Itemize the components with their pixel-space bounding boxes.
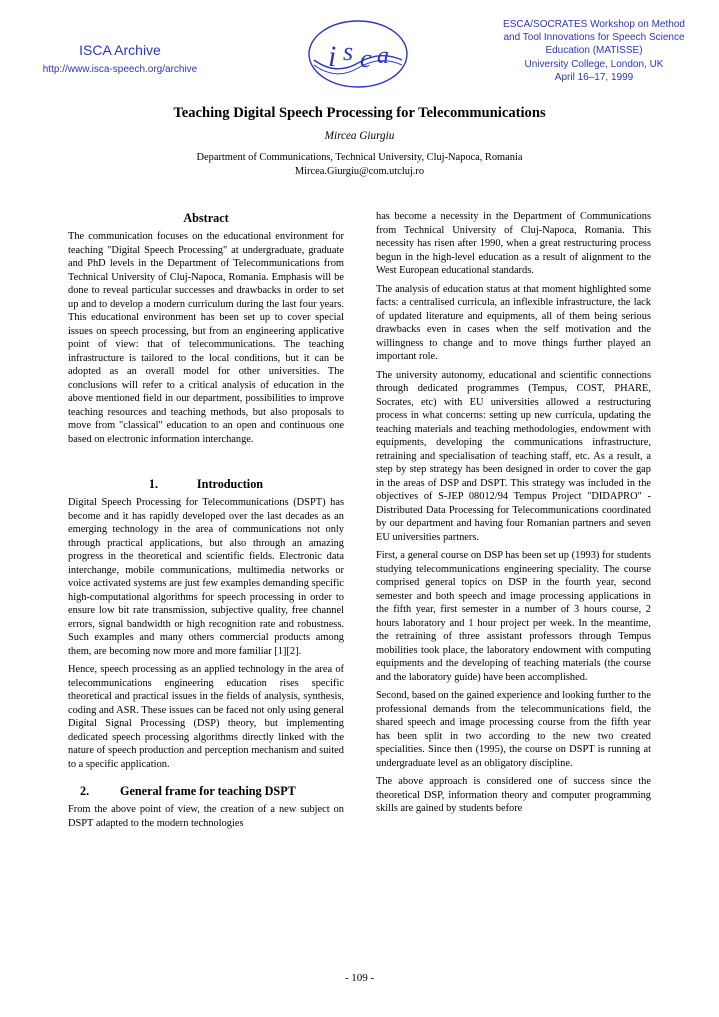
workshop-line: Education (MATISSE) (545, 45, 643, 57)
archive-header (20, 42, 220, 76)
workshop-line: April 16–17, 1999 (554, 71, 634, 83)
section2-paragraph: From the above point of view, the creation of a new subject on DSPT adapted to the modern technologies (68, 804, 344, 829)
section1-number: 1. (148, 477, 159, 491)
logo-letter-c: c (360, 44, 372, 73)
section2-paragraph: The university autonomy, educational and scientific connections through dedicated programmes (Tempus, COST, PHARE, Socrates, etc) with EU universities allowed a restructuring process in what concerns: setting up new curricula, updating the teaching materials and teaching methodologies, endowment with equipments, developing the communications infrastructure, retraining and specialisation of teaching staff, etc. As a result, a step by step strategy has been designed in order to cover the gap in the areas of DSP and DSPT. This strategy was included in the objectives of S-JEP 08012/94 Tempus Project "DIDAPRO" - Distributed Data Processing for Telecommunications coordinated by our department and having four Romanian partners and seven EU universities partners. (376, 369, 651, 543)
paper-author: Mircea Giurgiu (324, 130, 395, 142)
workshop-line: and Tool Innovations for Speech Science (503, 32, 685, 44)
archive-title: ISCA Archive (79, 42, 161, 58)
section2-title: General frame for teaching DSPT (120, 784, 296, 798)
section2-paragraph: has become a necessity in the Department of Communications from Technical University of Cluj-Napoca, Romania. This necessity has risen after 1990, when a great restructuring process begun in the high-level education as a result of alignment to the West European educational standards. (376, 211, 651, 276)
section2-number: 2. (80, 784, 90, 798)
abstract-heading: Abstract (183, 211, 229, 225)
section1-paragraph: Digital Speech Processing for Telecommunications (DSPT) has become and it has rapidly developed over the last decades as an emerging technology in the area of communications not only through practical applications, but also through an amazing progress in the theoretical and scientific fields. Electronic data interchange, mobile communications, multimedia networks or voice activated systems are just few examples demanding specific high-computational algorithms for speech processing in order to ensure low bit rate transmission, subjective quality, free channel errors, signal bandwidth or high recognition rate and robustness. Such examples and many others commercial products among them, are becoming now more and more familiar [1][2]. (68, 497, 344, 657)
paper-affiliation: Department of Communications, Technical University, Cluj-Napoca, Romania (196, 152, 523, 163)
logo-letter-s: s (343, 37, 354, 66)
right-column (376, 210, 651, 821)
workshop-info (498, 18, 690, 84)
isca-logo (306, 16, 410, 92)
workshop-line: University College, London, UK (524, 58, 664, 70)
section2-heading (68, 783, 344, 799)
section1-heading (68, 476, 344, 492)
title-block (0, 103, 719, 178)
workshop-line: ESCA/SOCRATES Workshop on Method (503, 19, 685, 30)
section2-paragraph: The above approach is considered one of success since the theoretical DSP, information theory and computer programming skills are gained by students before (376, 776, 651, 814)
page-number: - 109 - (344, 972, 375, 984)
logo-letter-a: a (377, 43, 389, 69)
paper-title: Teaching Digital Speech Processing for Telecommunications (173, 105, 546, 121)
paper-email: Mircea.Giurgiu@com.utcluj.ro (294, 165, 425, 177)
archive-url-link[interactable]: http://www.isca-speech.org/archive (42, 64, 198, 75)
section2-paragraph: Second, based on the gained experience and looking further to the professional demands from the telecommunications field, the shared speech and image processing course from the fifth year has been split in two according to the new two created specialities. Since then (1995), the course on DSPT is running at undergraduate level as an obligatory discipline. (376, 690, 651, 769)
section2-paragraph: First, a general course on DSP has been set up (1993) for students studying telecommunications engineering speciality. The course comprised general topics on DSP in the fourth year, second semester and both speech and image processing applications in the fifth year, first semester in a number of 3 hours course, 2 hours laboratory and 1 hour project per week. In the meantime, the retraining of three assistant professors through Tempus mobilities took place, the laboratory endowment with computing equipments and the developing of teaching materials (the course and the laboratory guide) have been accomplished. (376, 550, 651, 683)
section2-paragraph: The analysis of education status at that moment highlighted some facts: a centralised curricula, an inflexible infrastructure, the lack of updated literature and equipments, all of them being serious drawbacks even in cases when the self motivation and the willingness to change and to move things further played an important role. (376, 283, 651, 362)
left-column (68, 210, 344, 835)
logo-letter-i: i (328, 40, 337, 73)
section1-paragraph: Hence, speech processing as an applied technology in the area of telecommunications engineering education rises specific theoretical and practical issues in the fields of analysis, synthesis, coding and ASR. These issues can be faced not only using general Digital Signal Processing (DSP) theory, but implementing dedicated speech processing algorithms directly linked with the nature of speech production and perception mechanism and suited to a specific application. (68, 664, 344, 770)
section1-title: Introduction (196, 477, 264, 491)
abstract-text: The communication focuses on the educational environment for teaching "Digital Speech Processing" at undergraduate, graduate and PhD levels in the Department of Telecommunications from Technical University of Cluj-Napoca, Romania. Emphasis will be done to reveal particular successes and drawbacks in order to set up and to develop a modern curriculum during the last four years. This educational environment has been set up to cover special issues on speech processing, but from an engineering applicative point of view: that of telecommunications. The teaching infrastructure is tailored to the local conditions, but it can be adopted as an overall model for other universities. The conclusions will refer to a critical analysis of education in the above mentioned field in our department, possibilities to improve teaching resources and teaching methods, but also proposals to move from "classical" education to an open and continuous one based on electronic information interchange. (68, 231, 344, 445)
